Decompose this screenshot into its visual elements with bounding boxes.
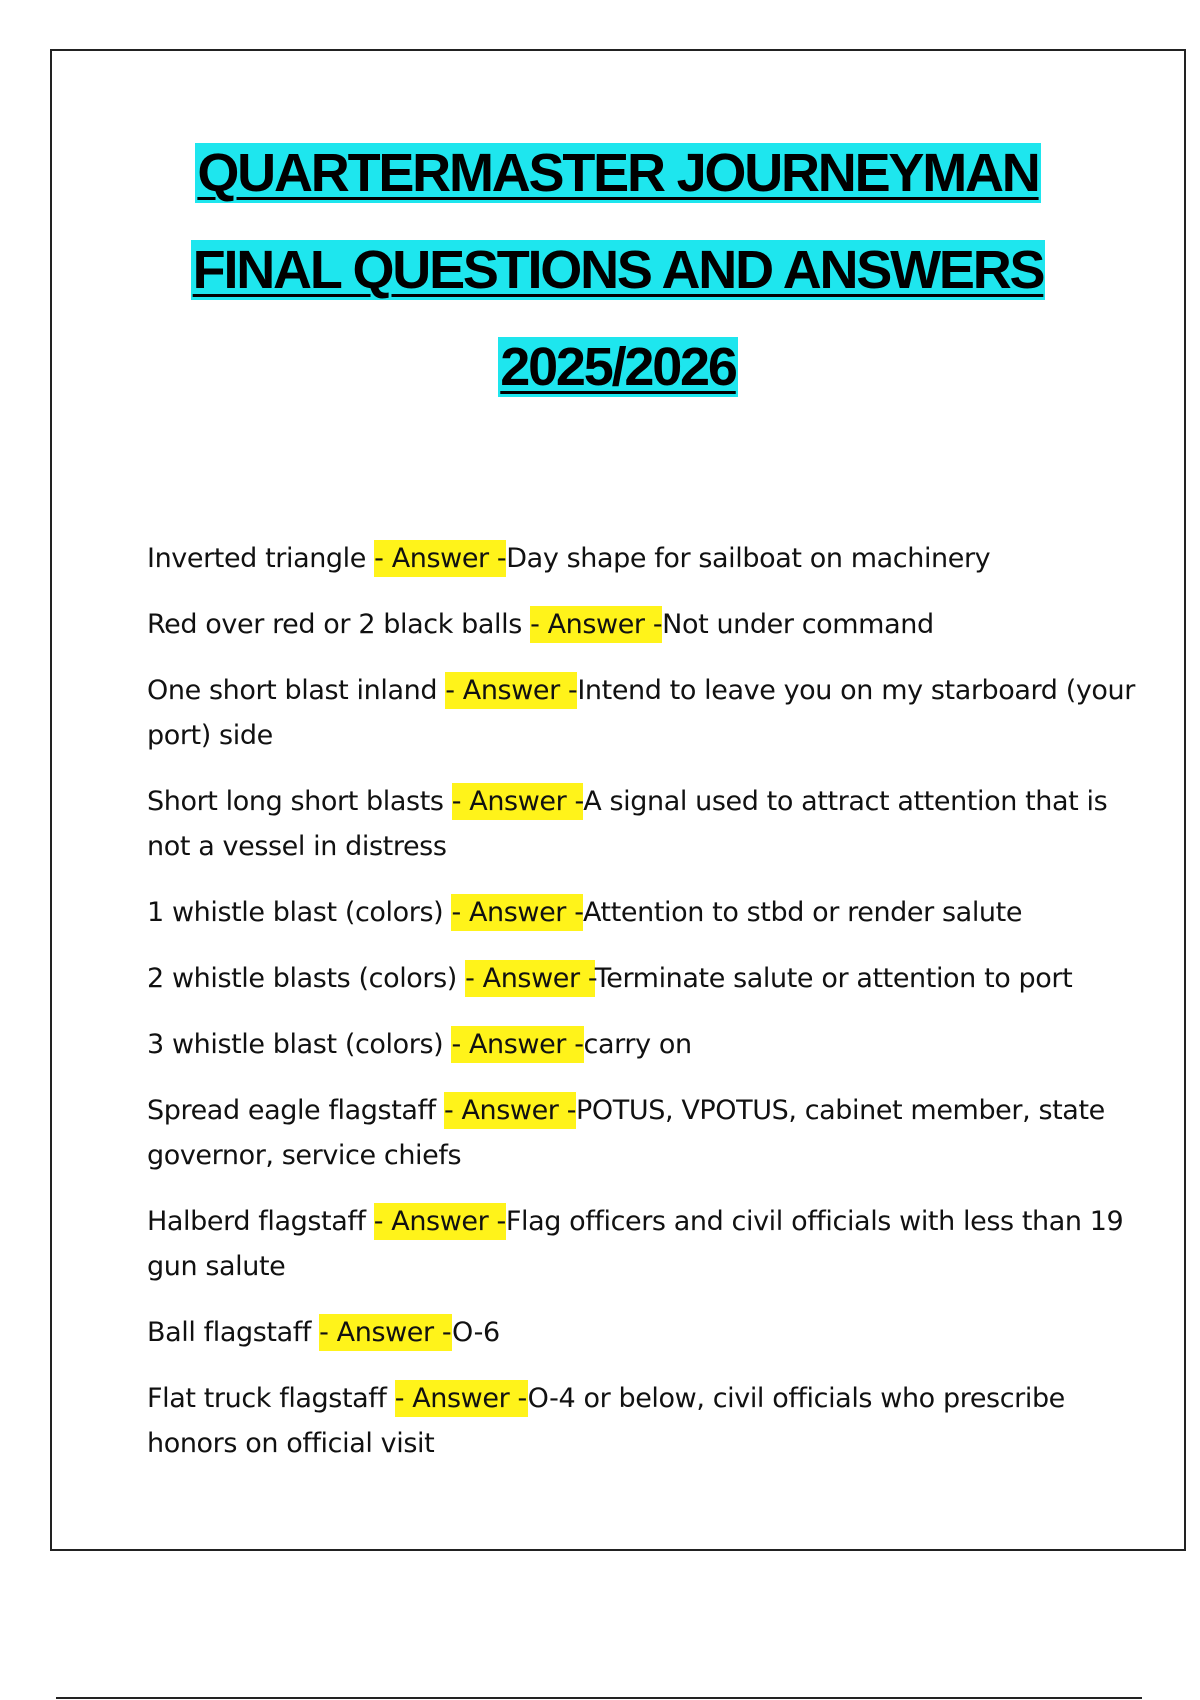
qa-list bbox=[147, 536, 1137, 1487]
qa-answer: Attention to stbd or render salute bbox=[582, 897, 1023, 928]
title-text-3: 2025/2026 bbox=[500, 337, 736, 397]
qa-item bbox=[147, 1376, 1137, 1466]
next-page-edge bbox=[56, 1697, 1142, 1699]
qa-answer: A signal used to attract attention that is not a vessel in distress bbox=[147, 786, 1108, 862]
qa-answer: carry on bbox=[583, 1029, 692, 1060]
qa-item bbox=[147, 890, 1137, 935]
qa-question: 3 whistle blast (colors) bbox=[147, 1029, 452, 1060]
answer-label: - Answer - bbox=[465, 960, 595, 997]
qa-question: 1 whistle blast (colors) bbox=[147, 897, 452, 928]
qa-answer: Not under command bbox=[662, 609, 934, 640]
qa-item bbox=[147, 779, 1137, 869]
qa-question: Short long short blasts bbox=[147, 786, 452, 817]
answer-label: - Answer - bbox=[395, 1380, 528, 1417]
qa-item bbox=[147, 536, 1137, 581]
answer-label: - Answer - bbox=[319, 1314, 452, 1351]
qa-item bbox=[147, 956, 1137, 1001]
qa-question: Ball flagstaff bbox=[147, 1317, 320, 1348]
qa-question: Red over red or 2 black balls bbox=[147, 609, 531, 640]
qa-answer: Day shape for sailboat on machinery bbox=[506, 543, 991, 574]
qa-question: Spread eagle flagstaff bbox=[147, 1095, 444, 1126]
qa-item bbox=[147, 602, 1137, 647]
qa-question: Halberd flagstaff bbox=[147, 1206, 374, 1237]
document-page bbox=[50, 49, 1186, 1551]
qa-answer: Terminate salute or attention to port bbox=[594, 963, 1073, 994]
document-title bbox=[52, 143, 1184, 434]
answer-label: - Answer - bbox=[445, 672, 577, 709]
qa-question: One short blast inland bbox=[147, 675, 446, 706]
answer-label: - Answer - bbox=[452, 783, 584, 820]
title-line-3 bbox=[52, 337, 1184, 397]
qa-question: Inverted triangle bbox=[147, 543, 375, 574]
qa-item bbox=[147, 1022, 1137, 1067]
qa-item bbox=[147, 1199, 1137, 1289]
qa-answer: O-4 or below, civil officials who prescribe honors on official visit bbox=[147, 1383, 1065, 1459]
answer-label: - Answer - bbox=[530, 606, 662, 643]
qa-answer: Intend to leave you on my starboard (your port) side bbox=[147, 675, 1135, 751]
answer-label: - Answer - bbox=[451, 894, 583, 931]
qa-answer: O-6 bbox=[452, 1317, 500, 1348]
qa-item bbox=[147, 668, 1137, 758]
qa-question: 2 whistle blasts (colors) bbox=[147, 963, 466, 994]
title-line-2 bbox=[52, 240, 1184, 300]
answer-label: - Answer - bbox=[374, 1203, 506, 1240]
qa-item bbox=[147, 1088, 1137, 1178]
qa-answer: Flag officers and civil officials with less than 19 gun salute bbox=[147, 1206, 1124, 1282]
answer-label: - Answer - bbox=[444, 1092, 576, 1129]
answer-label: - Answer - bbox=[451, 1026, 583, 1063]
qa-item bbox=[147, 1310, 1137, 1355]
title-line-1 bbox=[52, 143, 1184, 203]
title-text-2: FINAL QUESTIONS AND ANSWERS bbox=[192, 240, 1044, 300]
title-text-1: QUARTERMASTER JOURNEYMAN bbox=[197, 143, 1039, 203]
qa-answer: POTUS, VPOTUS, cabinet member, state governor, service chiefs bbox=[147, 1095, 1105, 1171]
qa-question: Flat truck flagstaff bbox=[147, 1383, 395, 1414]
answer-label: - Answer - bbox=[374, 540, 506, 577]
